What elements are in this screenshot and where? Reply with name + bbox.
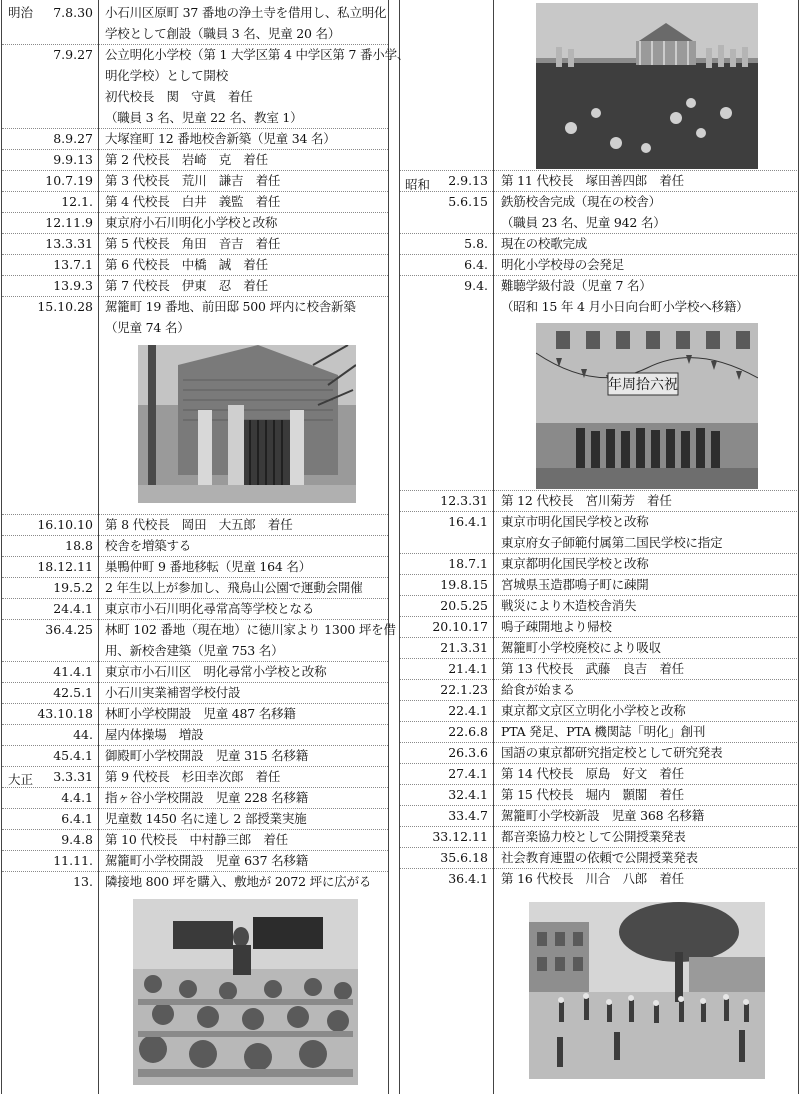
- entry-date: 7.8.30: [53, 5, 93, 20]
- entry-text: PTA 発足、PTA 機関誌「明化」創刊: [501, 724, 706, 739]
- column-right-rule: [399, 0, 400, 1094]
- entry-text: （昭和 15 年 4 月小日向台町小学校へ移籍）: [501, 299, 749, 314]
- entry-text: 第 13 代校長 武藤 良吉 着任: [501, 661, 684, 676]
- entry-text: 戦災により木造校舎消失: [501, 598, 637, 613]
- entry-date: 8.9.27: [53, 131, 93, 146]
- entry-text: 東京市明化国民学校と改称: [501, 514, 649, 529]
- entry-text: 第 10 代校長 中村静三郎 着任: [105, 832, 288, 847]
- entry-date: 16.4.1: [448, 514, 488, 529]
- entry-text: 児童数 1450 名に達し 2 部授業実施: [105, 811, 307, 826]
- entry-date: 6.4.: [464, 257, 488, 272]
- photo-classroom: [133, 899, 358, 1085]
- era-showa: 昭和: [405, 177, 431, 192]
- entry-text: 第 6 代校長 中橋 誠 着任: [105, 257, 268, 272]
- entry-date: 20.10.17: [432, 619, 488, 634]
- entry-date: 18.8: [65, 538, 93, 553]
- entry-date: 7.9.27: [53, 47, 93, 62]
- entry-date: 36.4.25: [45, 622, 93, 637]
- photo-schoolyard: [529, 902, 765, 1079]
- entry-text: 用、新校舎建築（児童 753 名）: [105, 643, 284, 658]
- photo-pool: [536, 3, 758, 169]
- entry-date: 27.4.1: [448, 766, 488, 781]
- entry-text: 第 2 代校長 岩崎 克 着任: [105, 152, 268, 167]
- entry-date: 10.7.19: [45, 173, 93, 188]
- left-date-rule: [98, 0, 99, 1094]
- outer-right-rule: [798, 0, 799, 1094]
- entry-date: 26.3.6: [448, 745, 488, 760]
- entry-date: 22.4.1: [448, 703, 488, 718]
- photo-school-gate: [138, 345, 356, 503]
- entry-text: 屋内体操場 増設: [105, 727, 204, 742]
- entry-text: 第 3 代校長 荒川 謙吉 着任: [105, 173, 281, 188]
- entry-text: 明化学校）として開校: [105, 68, 229, 83]
- entry-text: （職員 3 名、児童 22 名、教室 1）: [105, 110, 303, 125]
- entry-text: 都音楽協力校として公開授業発表: [501, 829, 686, 844]
- entry-text: 第 5 代校長 角田 音吉 着任: [105, 236, 281, 251]
- entry-text: 第 12 代校長 宮川菊芳 着任: [501, 493, 672, 508]
- entry-text: 現在の校歌完成: [501, 236, 588, 251]
- entry-date: 15.10.28: [37, 299, 93, 314]
- column-left-rule: [388, 0, 389, 1094]
- entry-date: 36.4.1: [448, 871, 488, 886]
- entry-date: 19.8.15: [440, 577, 488, 592]
- entry-text: 第 7 代校長 伊東 忍 着任: [105, 278, 268, 293]
- entry-date: 2.9.13: [448, 173, 488, 188]
- entry-text: 東京都明化国民学校と改称: [501, 556, 649, 571]
- entry-text: 東京府小石川明化小学校と改称: [105, 215, 278, 230]
- outer-left-rule: [1, 0, 2, 1094]
- entry-text: 東京市小石川明化尋常高等学校となる: [105, 601, 315, 616]
- entry-date: 12.3.31: [440, 493, 488, 508]
- entry-text: 第 16 代校長 川合 八郎 着任: [501, 871, 684, 886]
- entry-text: 小石川区原町 37 番地の浄土寺を借用し、私立明化: [105, 5, 387, 20]
- entry-text: 第 11 代校長 塚田善四郎 着任: [501, 173, 684, 188]
- entry-date: 5.8.: [464, 236, 488, 251]
- entry-text: 学校として創設（職員 3 名、児童 20 名）: [105, 26, 341, 41]
- entry-text: 難聴学級付設（児童 7 名）: [501, 278, 652, 293]
- entry-text: 第 9 代校長 杉田幸次郎 着任: [105, 769, 281, 784]
- entry-date: 5.6.15: [448, 194, 488, 209]
- entry-text: 国語の東京都研究指定校として研究発表: [501, 745, 723, 760]
- entry-text: 公立明化小学校（第 1 大学区第 4 中学区第 7 番小学、: [105, 47, 410, 62]
- entry-date: 12.11.9: [45, 215, 93, 230]
- entry-text: 宮城県玉造郡鳴子町に疎開: [501, 577, 649, 592]
- entry-text: 第 14 代校長 原島 好文 着任: [501, 766, 684, 781]
- entry-text: 小石川実業補習学校付設: [105, 685, 241, 700]
- entry-text: 駕籠町小学校廃校により吸収: [501, 640, 661, 655]
- entry-text: 指ヶ谷小学校開設 児童 228 名移籍: [105, 790, 309, 805]
- entry-text: 鉄筋校舎完成（現在の校舎）: [501, 194, 661, 209]
- entry-text: 林町 102 番地（現在地）に徳川家より 1300 坪を借: [105, 622, 396, 637]
- right-date-rule: [493, 0, 494, 1094]
- entry-text: 駕籠町小学校開設 児童 637 名移籍: [105, 853, 309, 868]
- entry-date: 33.12.11: [432, 829, 488, 844]
- entry-text: 隣接地 800 坪を購入、敷地が 2072 坪に広がる: [105, 874, 372, 889]
- era-meiji: 明治: [8, 5, 34, 20]
- entry-date: 22.1.23: [440, 682, 488, 697]
- entry-text: 大塚窪町 12 番地校舎新築（児童 34 名）: [105, 131, 336, 146]
- photo-anniversary: [536, 323, 758, 489]
- entry-date: 22.6.8: [448, 724, 488, 739]
- entry-text: 校舎を増築する: [105, 538, 192, 553]
- entry-date: 45.4.1: [53, 748, 93, 763]
- entry-date: 19.5.2: [53, 580, 93, 595]
- banner-text: 年周拾六祝: [608, 377, 678, 393]
- entry-date: 42.5.1: [53, 685, 93, 700]
- entry-text: 明化小学校母の会発足: [501, 257, 625, 272]
- entry-date: 3.3.31: [53, 769, 93, 784]
- entry-text: 東京市小石川区 明化尋常小学校と改称: [105, 664, 327, 679]
- entry-text: （職員 23 名、児童 942 名）: [501, 215, 666, 230]
- era-taisho: 大正: [8, 772, 34, 787]
- entry-text: 巣鴨仲町 9 番地移転（児童 164 名）: [105, 559, 312, 574]
- entry-text: 林町小学校開設 児童 487 名移籍: [105, 706, 296, 721]
- entry-date: 9.4.: [464, 278, 488, 293]
- entry-text: 第 15 代校長 堀内 顥閣 着任: [501, 787, 684, 802]
- entry-date: 13.9.3: [53, 278, 93, 293]
- entry-text: 駕籠町小学校新設 児童 368 名移籍: [501, 808, 705, 823]
- entry-text: 鳴子疎開地より帰校: [501, 619, 612, 634]
- entry-date: 18.7.1: [448, 556, 488, 571]
- entry-date: 12.1.: [61, 194, 93, 209]
- entry-date: 33.4.7: [448, 808, 488, 823]
- entry-text: 東京府女子師範付属第二国民学校に指定: [501, 535, 723, 550]
- entry-text: 第 8 代校長 岡田 大五郎 着任: [105, 517, 293, 532]
- entry-date: 24.4.1: [53, 601, 93, 616]
- entry-date: 41.4.1: [53, 664, 93, 679]
- entry-date: 20.5.25: [440, 598, 488, 613]
- entry-date: 13.3.31: [45, 236, 93, 251]
- entry-date: 13.: [73, 874, 93, 889]
- entry-text: 給食が始まる: [501, 682, 575, 697]
- entry-date: 16.10.10: [37, 517, 93, 532]
- entry-date: 9.4.8: [61, 832, 93, 847]
- entry-date: 32.4.1: [448, 787, 488, 802]
- entry-text: 社会教育連盟の依頼で公開授業発表: [501, 850, 698, 865]
- entry-date: 43.10.18: [37, 706, 93, 721]
- entry-text: 駕籠町 19 番地、前田邸 500 坪内に校舎新築: [105, 299, 356, 314]
- entry-date: 9.9.13: [53, 152, 93, 167]
- entry-date: 18.12.11: [37, 559, 93, 574]
- entry-date: 21.4.1: [448, 661, 488, 676]
- entry-date: 21.3.31: [440, 640, 488, 655]
- entry-date: 35.6.18: [440, 850, 488, 865]
- entry-date: 13.7.1: [53, 257, 93, 272]
- entry-text: 第 4 代校長 白井 義監 着任: [105, 194, 281, 209]
- entry-text: 初代校長 関 守眞 着任: [105, 89, 253, 104]
- entry-text: （児童 74 名）: [105, 320, 190, 335]
- entry-date: 11.11.: [53, 853, 93, 868]
- entry-date: 4.4.1: [61, 790, 93, 805]
- entry-date: 44.: [73, 727, 93, 742]
- entry-date: 6.4.1: [61, 811, 93, 826]
- entry-text: 2 年生以上が参加し、飛鳥山公園で運動会開催: [105, 580, 363, 595]
- entry-text: 東京都文京区立明化小学校と改称: [501, 703, 686, 718]
- entry-text: 御殿町小学校開設 児童 315 名移籍: [105, 748, 309, 763]
